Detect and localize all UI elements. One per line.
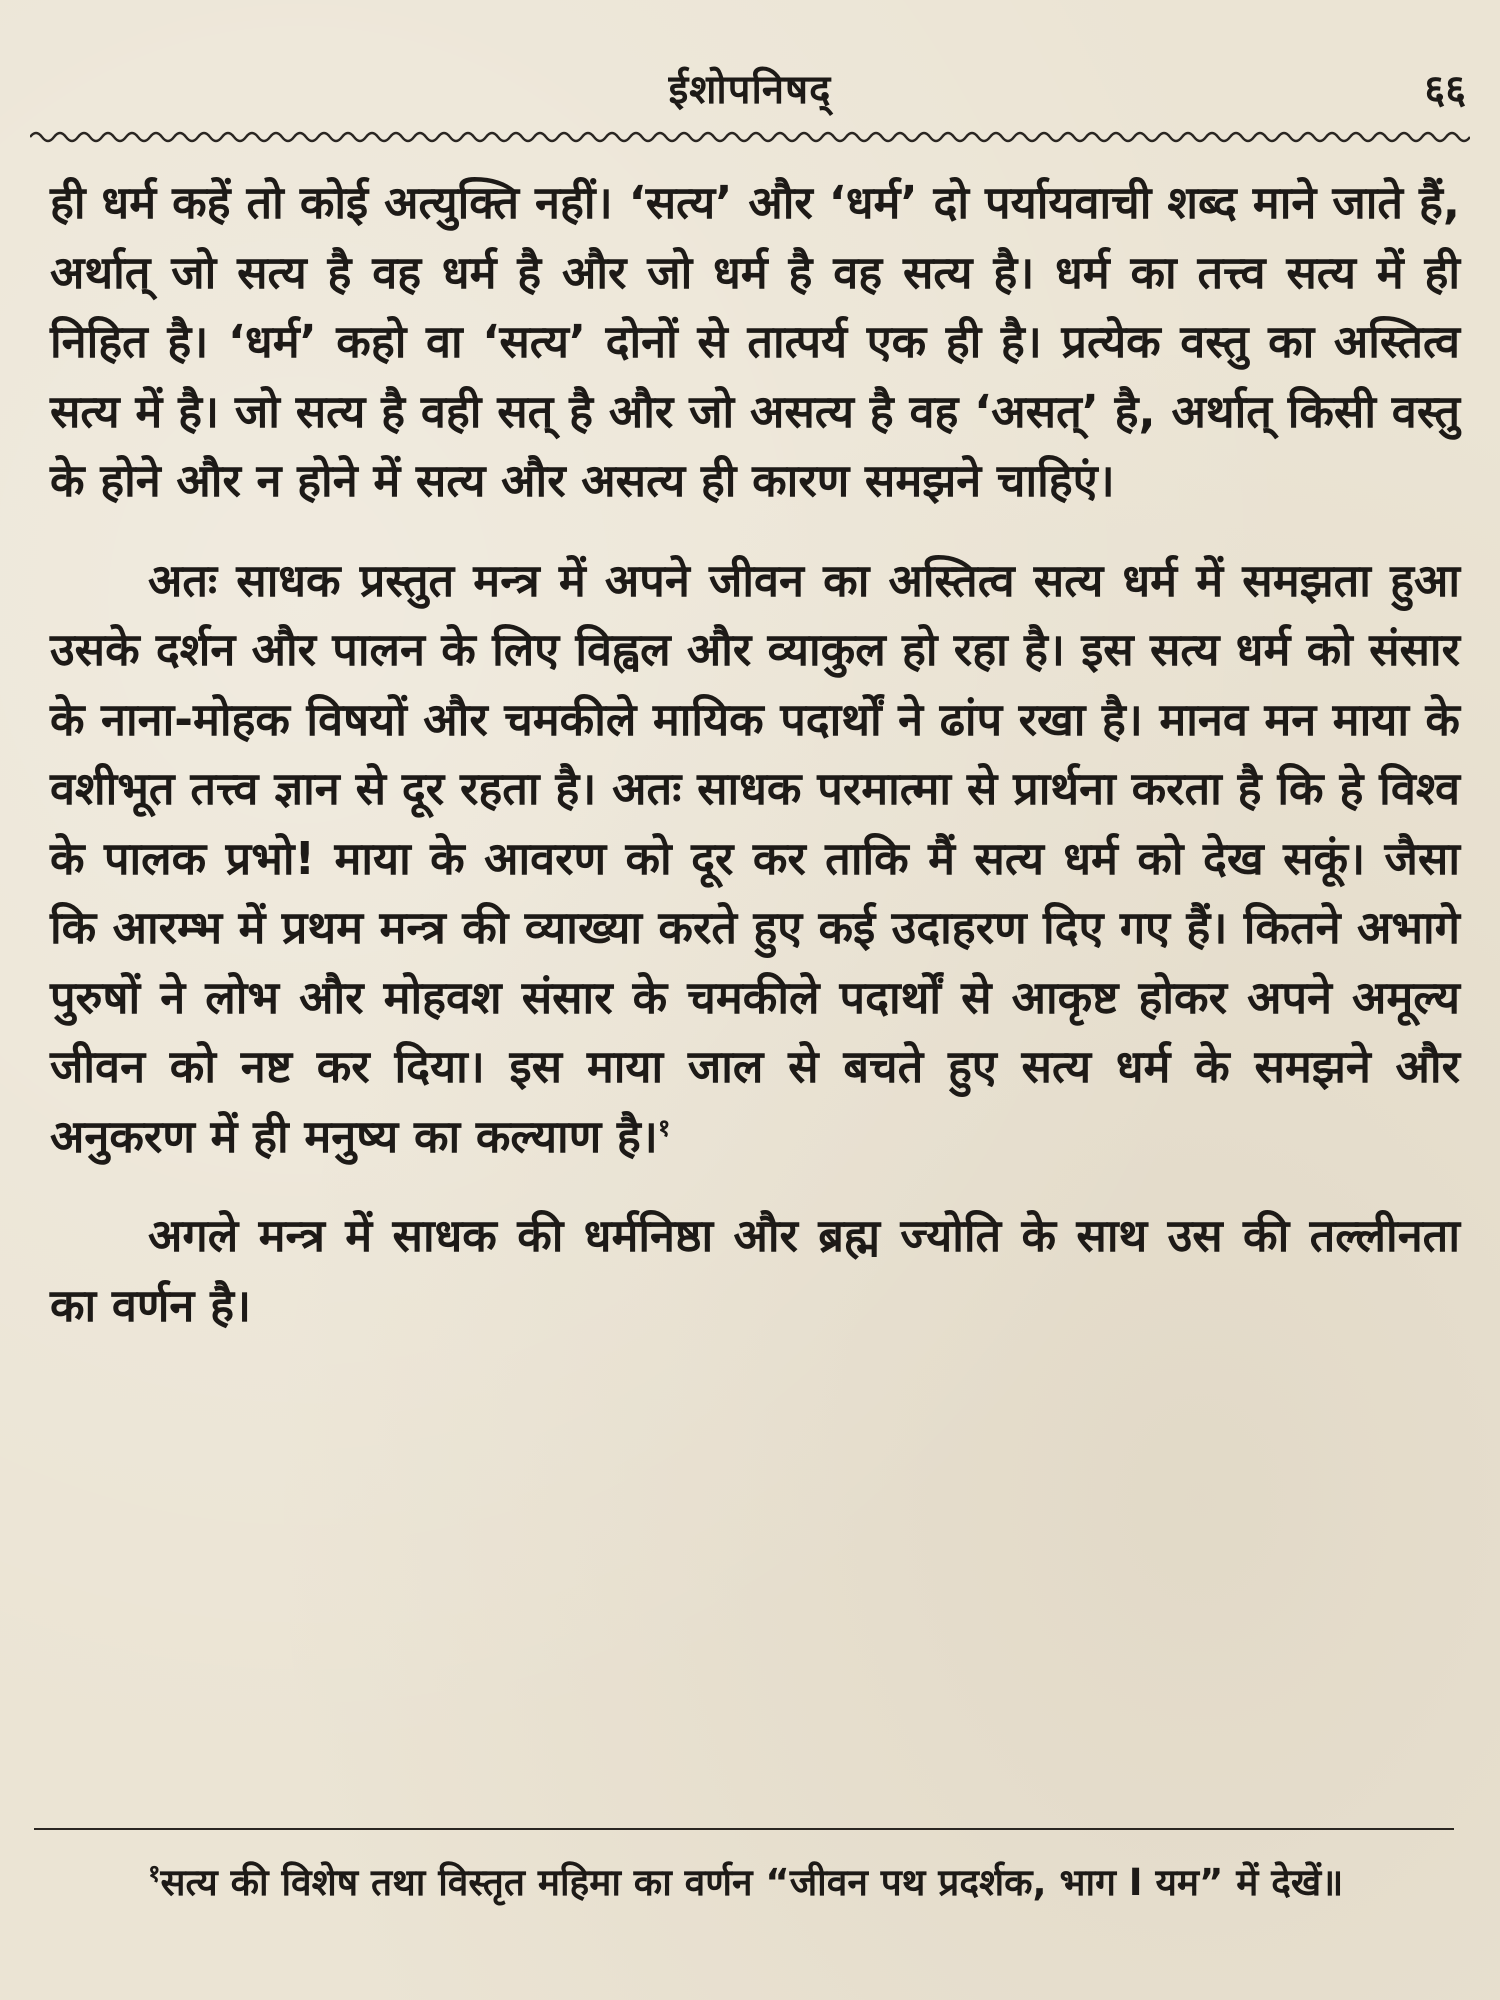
footnote — [50, 1852, 1460, 1914]
wavy-header-rule — [30, 126, 1470, 148]
paragraph-text: ही धर्म कहें तो कोई अत्युक्ति नहीं। ‘सत्य’ और ‘धर्म’ दो पर्यायवाची शब्द माने जाते हैं, अर्थात् जो सत्य है वह धर्म है और जो धर्म है वह सत्य है। धर्म का तत्त्व सत्य में ही निहित है। ‘धर्म’ कहो वा ‘सत्य’ दोनों से तात्पर्य एक ही है। प्रत्येक वस्तु का अस्तित्व सत्य में है। जो सत्य है वही सत् है और जो असत्य है वह ‘असत्’ है, अर्थात् किसी वस्तु के होने और न होने में सत्य और असत्य ही कारण समझने चाहिएं। — [50, 176, 1460, 507]
paragraph — [50, 168, 1460, 516]
footnote-mark: १ — [148, 1859, 161, 1888]
paragraph — [50, 1201, 1460, 1340]
paragraph-text: अतः साधक प्रस्तुत मन्त्र में अपने जीवन का अस्तित्व सत्य धर्म में समझता हुआ उसके दर्शन और पालन के लिए विह्वल और व्याकुल हो रहा है। इस सत्य धर्म को संसार के नाना-मोहक विषयों और चमकीले मायिक पदार्थों ने ढांप रखा है। मानव मन माया के वशीभूत तत्त्व ज्ञान से दूर रहता है। अतः साधक परमात्मा से प्रार्थना करता है कि हे विश्व के पालक प्रभो! माया के आवरण को दूर कर ताकि मैं सत्य धर्म को देख सकूं। जैसा कि आरम्भ में प्रथम मन्त्र की व्याख्या करते हुए कई उदाहरण दिए गए हैं। कितने अभागे पुरुषों ने लोभ और मोहवश संसार के चमकीले पदार्थों से आकृष्ट होकर अपने अमूल्य जीवन को नष्ट कर दिया। इस माया जाल से बचते हुए सत्य धर्म के समझने और अनुकरण में ही मनुष्य का कल्याण है। — [50, 553, 1460, 1163]
running-title: ईशोपनिषद् — [668, 67, 832, 113]
footnote-text: सत्य की विशेष तथा विस्तृत महिमा का वर्णन “जीवन पथ प्रदर्शक, भाग I यम” में देखें॥ — [160, 1861, 1344, 1904]
footnote-reference: १ — [657, 1113, 671, 1142]
paragraph — [50, 546, 1460, 1172]
main-text — [50, 168, 1460, 1370]
page-number: ६६ — [1424, 67, 1466, 113]
paragraph-text: अगले मन्त्र में साधक की धर्मनिष्ठा और ब्रह्म ज्योति के साथ उस की तल्लीनता का वर्णन है। — [50, 1209, 1460, 1332]
footnote-divider — [34, 1828, 1454, 1830]
page-header — [0, 52, 1500, 122]
